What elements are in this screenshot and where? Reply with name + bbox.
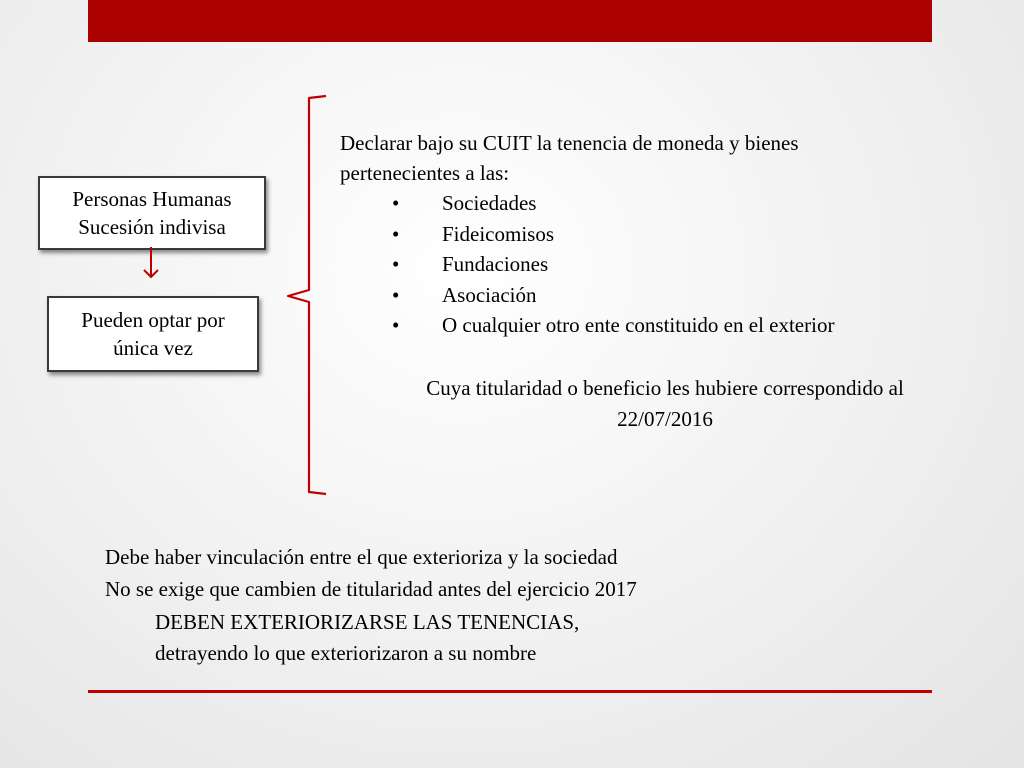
caps-line: DEBEN EXTERIORIZARSE LAS TENENCIAS, [155,610,580,634]
list-item-label: Sociedades [442,191,537,215]
deben-exteriorizar-text [155,607,579,669]
note-titularidad: No se exige que cambien de titularidad antes del ejercicio 2017 [105,577,637,601]
titularidad-text [300,373,1024,435]
list-item-label: O cualquier otro ente constituido en el exterior [442,313,835,337]
box-line: única vez [113,336,193,360]
bullet: • [392,313,400,337]
box-line: Pueden optar por [81,308,225,332]
intro-line: Declarar bajo su CUIT la tenencia de moneda y bienes [340,131,799,155]
caps-line: detrayendo lo que exteriorizaron a su nombre [155,641,537,665]
list-item-label: Asociación [442,282,537,307]
box-line: Sucesión indivisa [78,215,226,239]
intro-line: pertenecientes a las: [340,161,510,185]
box-line: Personas Humanas [72,187,232,211]
bullet: • [392,282,400,307]
bullet: • [392,252,400,276]
bullet: • [392,191,400,215]
list-item-label: Fideicomisos [442,221,555,246]
bullet: • [392,221,400,246]
note-vinculacion: Debe haber vinculación entre el que exterioriza y la sociedad [105,545,618,569]
down-arrow-icon [144,247,158,277]
list-item-label: Fundaciones [442,252,549,276]
titularidad-line: Cuya titularidad o beneficio les hubiere correspondido al [426,376,904,400]
titularidad-date: 22/07/2016 [617,407,713,431]
bottom-rule [88,690,932,693]
intro-text [340,128,799,188]
